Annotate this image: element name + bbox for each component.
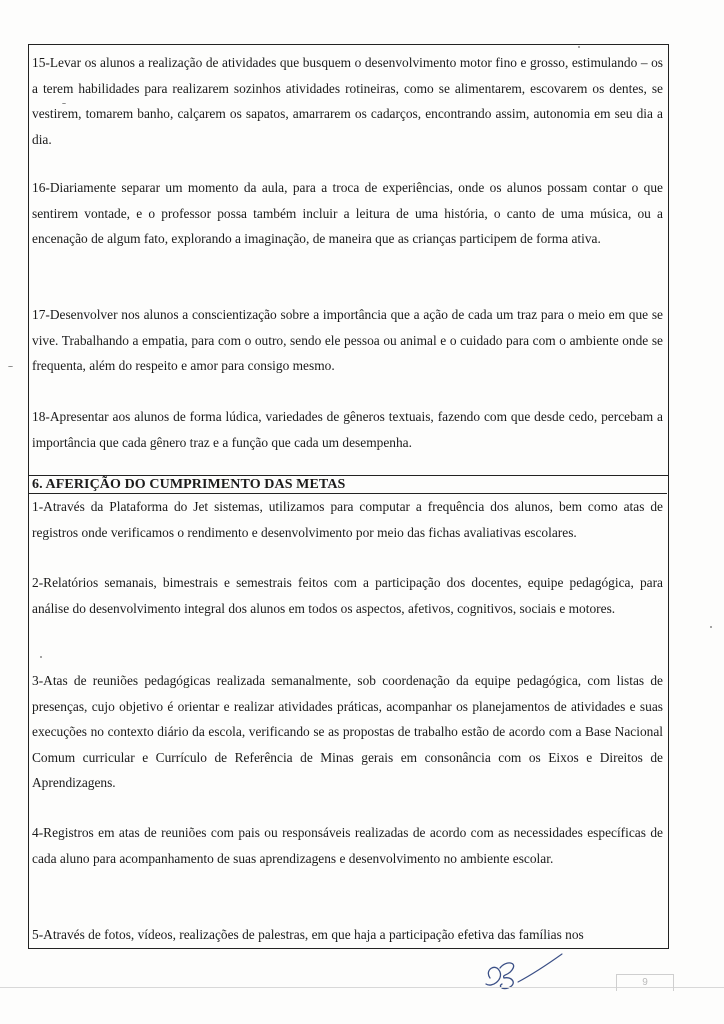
scan-speck bbox=[40, 656, 42, 658]
paragraph-item-15: 15-Levar os alunos a realização de atividades que busquem o desenvolvimento motor fino e grosso, estimulando – os a terem habilidades para realizarem sozinhos atividades rotineiras, como se alimentarem, escovarem os dentes, se vestirem, tomarem banho, calçarem os sapatos, amarrarem os cadarços, encontrando assim, autonomia em seu dia a dia. bbox=[32, 55, 663, 147]
assessment-item-5: 5-Através de fotos, vídeos, realizações de palestras, em que haja a participação efetiva das famílias nos bbox=[32, 927, 584, 942]
scan-speck bbox=[62, 103, 66, 104]
assessment-item-1: 1-Através da Plataforma do Jet sistemas, utilizamos para computar a frequência dos alunos, bem como atas de registros onde verificamos o rendimento e desenvolvimento por meio das fichas avaliativas escolares. bbox=[32, 499, 663, 540]
handwritten-initials-signature bbox=[478, 948, 568, 996]
scan-speck bbox=[710, 626, 712, 628]
paragraph-item-17: 17-Desenvolver nos alunos a conscientização sobre a importância que a ação de cada um traz para o meio em que se vive. Trabalhando a empatia, para com o outro, sendo ele pessoa ou animal e o cuidado para com o ambiente onde se frequenta, além do respeito e amor para consigo mesmo. bbox=[32, 307, 663, 373]
paragraph-item-18: 18-Apresentar aos alunos de forma lúdica, variedades de gêneros textuais, fazendo com que desde cedo, percebam a importância que cada gênero traz e a função que cada um desempenha. bbox=[32, 409, 663, 450]
paragraph-item-16: 16-Diariamente separar um momento da aula, para a troca de experiências, onde os alunos possam contar o que sentirem vontade, e o professor possa também incluir a leitura de uma história, o canto de uma música, ou a encenação de algum fato, explorando a imaginação, de maneira que as crianças participem de forma ativa. bbox=[32, 180, 663, 246]
assessment-item-4: 4-Registros em atas de reuniões com pais ou responsáveis realizadas de acordo com as necessidades específicas de cada aluno para acompanhamento de suas aprendizagens e desenvolvimento no ambiente escolar. bbox=[32, 825, 663, 866]
scan-speck bbox=[8, 366, 13, 367]
section-title: 6. AFERIÇÃO DO CUMPRIMENTO DAS METAS bbox=[32, 477, 346, 492]
scan-speck bbox=[578, 46, 580, 48]
assessment-item-2: 2-Relatórios semanais, bimestrais e semestrais feitos com a participação dos docentes, equipe pedagógica, para análise do desenvolvimento integral dos alunos em todos os aspectos, afetivos, cognitivos, sociais e motores. bbox=[32, 575, 663, 616]
page-number: 9 bbox=[616, 974, 674, 991]
assessment-item-3: 3-Atas de reuniões pedagógicas realizada semanalmente, sob coordenação da equipe pedagógica, com listas de presenças, cujo objetivo é orientar e realizar atividades práticas, acompanhar os planejamentos de atividades e suas execuções no contexto diário da escola, verificando se as propostas de trabalho estão de acordo com a Base Nacional Comum curricular e Currículo de Referência de Minas gerais em consonância com os Eixos e Direitos de Aprendizagens. bbox=[32, 673, 663, 790]
section-heading bbox=[28, 475, 667, 494]
